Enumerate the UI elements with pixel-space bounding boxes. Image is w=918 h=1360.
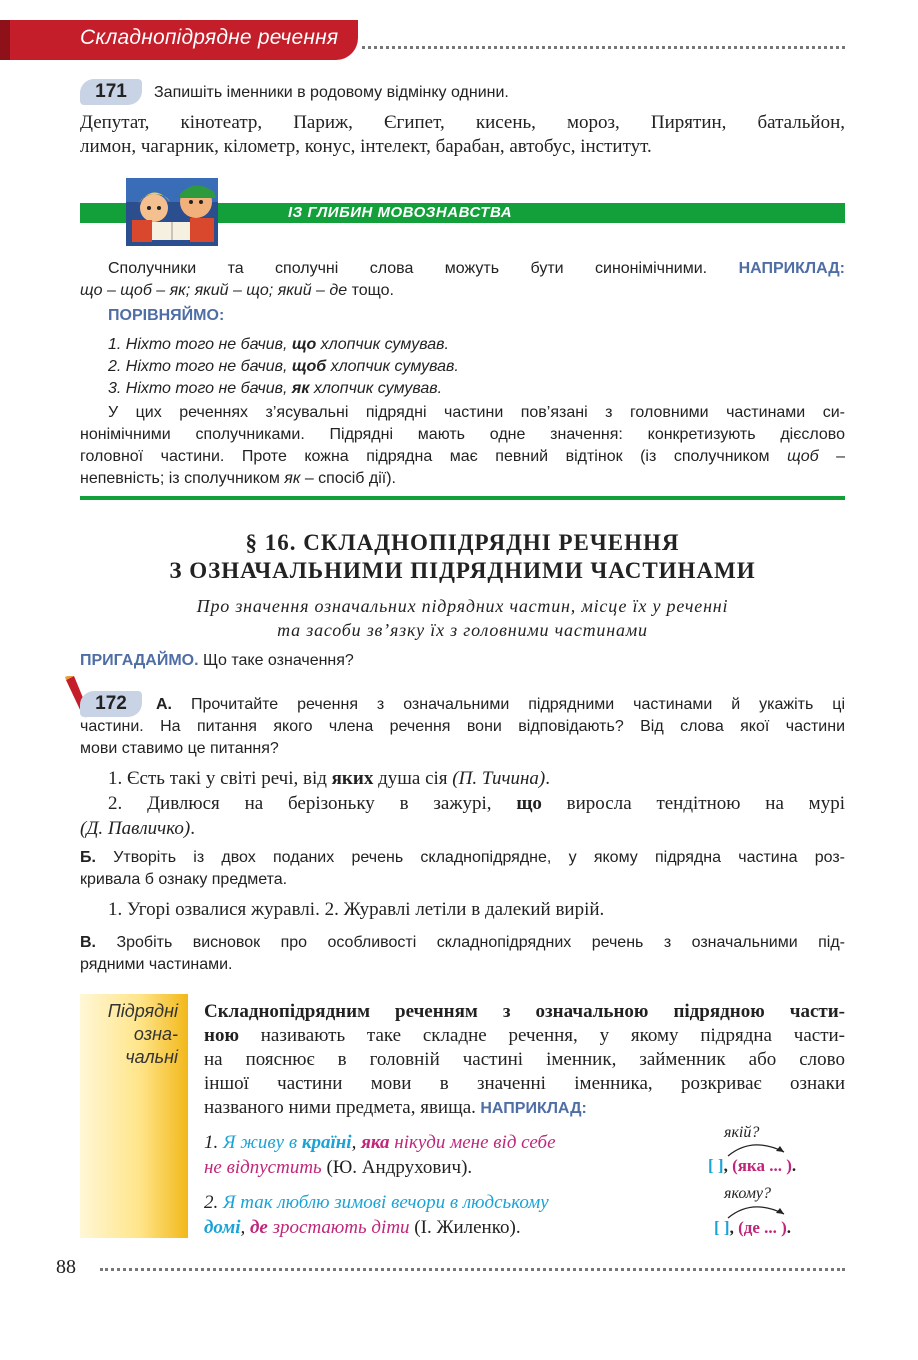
s1-end: .: [545, 768, 551, 789]
recall-question: [80, 652, 354, 670]
schema-2-comma: ,: [729, 1218, 734, 1237]
e2-author: (І. Жиленко).: [409, 1217, 521, 1238]
depth-p1-end: тощо.: [347, 282, 394, 299]
exercise-172-b-line1: [80, 847, 845, 869]
section-heading-line1: § 16. СКЛАДНОПІДРЯДНІ РЕЧЕННЯ: [245, 530, 680, 555]
exercise-172-b-sentences: 1. Угорі озвалися журавлі. 2. Журавлі летіли в далекий вирій.: [108, 899, 605, 920]
exercise-172-sentence-2: [108, 790, 845, 817]
rule-side-label-box: [80, 994, 188, 1238]
compare-example-2-c: хлопчик сумував.: [326, 358, 459, 375]
depth-p2-l4a: непевність; із сполучником: [80, 470, 285, 487]
depth-paragraph-2-line3: [80, 446, 845, 468]
e2-noun: домі: [204, 1217, 241, 1238]
schema-1-question: якій?: [724, 1124, 760, 1141]
schema-2-end: .: [786, 1218, 792, 1237]
s1-a: 1. Єсть такі у світі речі, від: [108, 768, 332, 789]
rule-line5-text: названого ними предмета, явища.: [204, 1097, 476, 1118]
s2-c: виросла тендітною на мурі: [541, 793, 845, 814]
s1-author: (П. Тичина): [452, 768, 546, 789]
depth-paragraph-2-line4: [80, 468, 845, 490]
exercise-172-b-label: Б.: [80, 849, 96, 866]
synonym-conjunctions: що – щоб – як; який – що; який – де: [80, 282, 348, 299]
schema-1-sub: (яка ... ): [732, 1156, 792, 1175]
e1-author: (Ю. Андрухович).: [321, 1157, 473, 1178]
example-label: НАПРИКЛАД:: [738, 260, 845, 277]
exercise-172-v-label: В.: [80, 934, 96, 951]
section-heading-line2: З ОЗНАЧАЛЬНИМИ ПІДРЯДНИМИ ЧАСТИНАМИ: [169, 558, 756, 583]
schema-1-main-bracket: [ ]: [708, 1156, 724, 1175]
rule-example-1-line2: [204, 1155, 674, 1180]
rule-side-label-line3: чальні: [125, 1047, 178, 1067]
compare-example-2-a: 2. Ніхто того не бачив,: [108, 358, 292, 375]
exercise-172-a-line2: частини. На питання якого члена речення вони відповідають? Від слова якої частини: [80, 718, 845, 735]
e2-num: 2.: [204, 1192, 223, 1213]
compare-example-3: [108, 378, 442, 400]
header-tab-edge: [0, 20, 10, 60]
e2-conj: де: [250, 1217, 268, 1238]
compare-example-1-a: 1. Ніхто того не бачив,: [108, 336, 292, 353]
rule-example-label: НАПРИКЛАД:: [475, 1100, 587, 1117]
e2-main-a: Я так люблю зимові вечори в людському: [223, 1192, 549, 1213]
e1-conj: яка: [361, 1132, 390, 1153]
rule-example-2: [204, 1190, 674, 1240]
rule-side-label-line1: Підрядні: [107, 1001, 178, 1021]
rule-side-label: [108, 1000, 178, 1069]
rule-line4: іншої частини мови в значенні іменника, розкриває ознаки: [204, 1073, 845, 1094]
exercise-171-instruction: Запишіть іменники в родовому відмінку однини.: [154, 84, 509, 101]
depth-section-divider: [80, 496, 845, 500]
e2-sub: зростають діти: [267, 1217, 410, 1238]
section-subtitle-line2: та засоби зв’язку їх з головними частинами: [277, 620, 648, 640]
rule-example-2-line2: [204, 1215, 674, 1240]
e1-comma: ,: [351, 1132, 362, 1153]
schema-2-main-bracket: [ ]: [714, 1218, 730, 1237]
schema-1-end: .: [791, 1156, 797, 1175]
depth-p2-l4c: – спосіб дії).: [300, 470, 396, 487]
rule-line5: [204, 1096, 845, 1121]
rule-line1: Складнопідрядним реченням з означальною підрядною части-: [204, 1001, 845, 1022]
depth-p2-l3c: –: [818, 448, 846, 465]
exercise-172-b-text1: Утворіть із двох поданих речень складнопідрядне, у якому підрядна частина роз-: [95, 849, 845, 866]
s2-a: 2. Дивлюся на берізоньку в зажурі,: [108, 793, 517, 814]
page-number: 88: [56, 1256, 76, 1278]
exercise-172-v-text1: Зробіть висновок про особливості складнопідрядних речень з означальними під-: [96, 934, 845, 951]
depth-p2-l4b: як: [284, 470, 301, 487]
rule-definition: [204, 1000, 845, 1121]
e1-sub-b: не відпустить: [204, 1157, 322, 1178]
recall-label: ПРИГАДАЙМО.: [80, 652, 199, 669]
rule-line2: [204, 1024, 845, 1048]
exercise-172-b-line2: кривала б ознаку предмета.: [80, 871, 288, 888]
exercise-172-v-line2: рядними частинами.: [80, 956, 233, 973]
rule-example-2-line1: [204, 1190, 674, 1215]
depth-banner-title: ІЗ ГЛИБИН МОВОЗНАВСТВА: [288, 204, 513, 221]
rule-example-1-line1: [204, 1130, 674, 1155]
depth-paragraph-2-line2: нонімічними сполучниками. Підрядні мають одне значення: конкретизують дієслово: [80, 426, 845, 443]
rule-line3: на пояснює в головній частині іменник, займенник або слово: [204, 1049, 845, 1070]
compare-example-3-a: 3. Ніхто того не бачив,: [108, 380, 292, 397]
compare-example-1-conj: що: [291, 336, 317, 353]
exercise-number-172: 172: [80, 691, 142, 717]
depth-p1-text: Сполучники та сполучні слова можуть бути синонімічними.: [108, 260, 708, 277]
exercise-171-words-line2: лимон, чагарник, кілометр, конус, інтелект, барабан, автобус, інститут.: [80, 136, 652, 157]
depth-p2-l3b: щоб: [787, 448, 819, 465]
exercise-172-sentence-2-author: [80, 815, 195, 842]
compare-example-2-conj: щоб: [291, 358, 327, 375]
compare-example-2: [108, 356, 459, 378]
rule-example-1: [204, 1130, 674, 1180]
depth-paragraph-2-line1: [80, 402, 845, 424]
rule-line2-rest: називають таке складне речення, у якому підрядна части-: [238, 1025, 845, 1046]
schema-2-sub: (де ... ): [738, 1218, 787, 1237]
e1-num: 1.: [204, 1132, 223, 1153]
exercise-172-a-line3: мови ставимо це питання?: [80, 740, 279, 757]
compare-example-3-c: хлопчик сумував.: [309, 380, 443, 397]
header-dotted-rule: [362, 46, 845, 49]
schema-2-question: якому?: [724, 1185, 772, 1202]
exercise-171-words-line1: Депутат, кінотеатр, Париж, Єгипет, кисень, мороз, Пирятин, батальйон,: [80, 112, 845, 133]
schema-2: [714, 1218, 791, 1238]
section-subtitle-line1: Про значення означальних підрядних частин, місце їх у реченні: [196, 596, 729, 616]
e2-comma: ,: [240, 1217, 250, 1238]
compare-example-1: [108, 334, 449, 356]
recall-text: Що таке означення?: [198, 652, 354, 669]
footer-dotted-rule: [100, 1268, 845, 1271]
compare-example-1-c: хлопчик сумував.: [316, 336, 449, 353]
exercise-172-sentence-1: [108, 765, 550, 792]
s2-end: .: [190, 818, 195, 839]
exercise-172-a-label: А.: [156, 696, 172, 713]
kids-reading-illustration: [124, 176, 220, 248]
s1-c: душа сія: [373, 768, 453, 789]
exercise-172-a-line1: [156, 694, 845, 716]
depth-paragraph-1-line2: [80, 280, 845, 302]
exercise-number-171: 171: [80, 79, 142, 105]
s2-conj: що: [516, 793, 542, 814]
e1-noun: країні: [301, 1132, 352, 1153]
depth-p2-l1: У цих реченнях з’ясувальні підрядні частини пов’язані з головними частинами си-: [108, 404, 845, 421]
s1-conj: яких: [331, 768, 374, 789]
compare-label: ПОРІВНЯЙМО:: [108, 307, 225, 324]
compare-example-3-conj: як: [291, 380, 310, 397]
e1-sub-a: нікуди мене від себе: [389, 1132, 556, 1153]
depth-paragraph-1-line1: [80, 258, 845, 280]
schema-1-comma: ,: [723, 1156, 728, 1175]
exercise-172-v-line1: [80, 932, 845, 954]
exercise-172-a-text1: Прочитайте речення з означальними підрядними частинами й укажіть ці: [172, 696, 845, 713]
e1-main-a: Я живу в: [223, 1132, 302, 1153]
s2-author: (Д. Павличко): [80, 818, 191, 839]
rule-side-label-line2: озна-: [133, 1024, 178, 1044]
depth-p2-l3a: головної частини. Проте кожна підрядна має певний відтінок (із сполучником: [80, 448, 788, 465]
rule-line2-bold: ною: [204, 1025, 239, 1046]
schema-1: [708, 1156, 796, 1176]
running-header-title: Складнопідрядне речення: [80, 26, 339, 49]
